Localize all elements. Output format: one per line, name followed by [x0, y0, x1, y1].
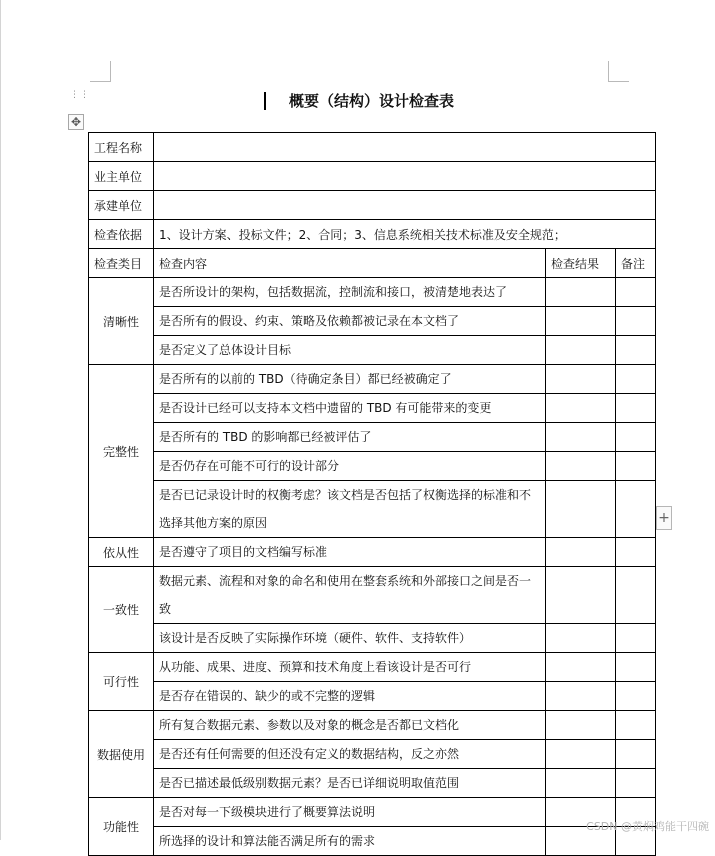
table-row: [89, 538, 656, 567]
remark-cell[interactable]: [616, 567, 656, 624]
remark-cell[interactable]: [616, 307, 656, 336]
check-item[interactable]: 数据元素、流程和对象的命名和使用在整套系统和外部接口之间是否一致: [154, 567, 546, 624]
header-value[interactable]: [154, 162, 656, 191]
category-cell[interactable]: 数据使用: [89, 711, 154, 798]
check-item[interactable]: 是否设计已经可以支持本文档中遗留的 TBD 有可能带来的变更: [154, 394, 546, 423]
check-item[interactable]: 是否定义了总体设计目标: [154, 336, 546, 365]
result-cell[interactable]: [546, 567, 616, 624]
table-row: [89, 567, 656, 624]
category-cell[interactable]: 清晰性: [89, 278, 154, 365]
table-row: [89, 394, 656, 423]
header-value[interactable]: [154, 191, 656, 220]
check-item[interactable]: 是否所设计的架构，包括数据流，控制流和接口，被清楚地表达了: [154, 278, 546, 307]
remark-cell[interactable]: [616, 769, 656, 798]
result-cell[interactable]: [546, 538, 616, 567]
table-row: [89, 278, 656, 307]
drag-handle-icon[interactable]: ⋮⋮: [70, 90, 90, 100]
category-cell[interactable]: 完整性: [89, 365, 154, 538]
remark-cell[interactable]: [616, 423, 656, 452]
remark-cell[interactable]: [616, 653, 656, 682]
result-cell[interactable]: [546, 307, 616, 336]
check-item[interactable]: 是否还有任何需要的但还没有定义的数据结构，反之亦然: [154, 740, 546, 769]
header-label[interactable]: 业主单位: [89, 162, 154, 191]
check-item[interactable]: 该设计是否反映了实际操作环境（硬件、软件、支持软件）: [154, 624, 546, 653]
check-item[interactable]: 是否所有的以前的 TBD（待确定条目）都已经被确定了: [154, 365, 546, 394]
table-row: [89, 682, 656, 711]
header-value[interactable]: 1、设计方案、投标文件；2、合同；3、信息系统相关技术标准及安全规范；: [154, 220, 656, 249]
check-item[interactable]: 是否仍存在可能不可行的设计部分: [154, 452, 546, 481]
table-row: [89, 769, 656, 798]
header-label[interactable]: 检查依据: [89, 220, 154, 249]
document-title[interactable]: 概要（结构）设计检查表: [288, 92, 454, 110]
table-row: [89, 711, 656, 740]
remark-cell[interactable]: [616, 538, 656, 567]
table-row: [89, 423, 656, 452]
table-row: [89, 624, 656, 653]
result-cell[interactable]: [546, 365, 616, 394]
check-item[interactable]: 是否对每一下级模块进行了概要算法说明: [154, 798, 546, 827]
remark-cell[interactable]: [616, 481, 656, 538]
add-column-icon[interactable]: +: [656, 506, 672, 530]
table-row: [89, 798, 656, 827]
page-margin-corner-top-right: [608, 61, 629, 82]
result-cell[interactable]: [546, 394, 616, 423]
table-row: [89, 336, 656, 365]
check-item[interactable]: 是否遵守了项目的文档编写标准: [154, 538, 546, 567]
remark-cell[interactable]: [616, 394, 656, 423]
category-cell[interactable]: 可行性: [89, 653, 154, 711]
category-cell[interactable]: 功能性: [89, 798, 154, 856]
remark-cell[interactable]: [616, 711, 656, 740]
table-move-icon[interactable]: ✥: [68, 114, 84, 130]
category-cell[interactable]: 依从性: [89, 538, 154, 567]
table-row: [89, 365, 656, 394]
table-row: [89, 827, 656, 856]
result-cell[interactable]: [546, 452, 616, 481]
table-row: [89, 452, 656, 481]
table-row: [89, 220, 656, 249]
header-value[interactable]: [154, 133, 656, 162]
column-header-category[interactable]: 检查类目: [89, 249, 154, 278]
column-header-result[interactable]: 检查结果: [546, 249, 616, 278]
result-cell[interactable]: [546, 653, 616, 682]
remark-cell[interactable]: [616, 278, 656, 307]
remark-cell[interactable]: [616, 452, 656, 481]
column-header-row: [89, 249, 656, 278]
table-row: [89, 307, 656, 336]
header-label[interactable]: 工程名称: [89, 133, 154, 162]
check-item[interactable]: 从功能、成果、进度、预算和技术角度上看该设计是否可行: [154, 653, 546, 682]
result-cell[interactable]: [546, 740, 616, 769]
table-row: [89, 191, 656, 220]
result-cell[interactable]: [546, 711, 616, 740]
column-header-content[interactable]: 检查内容: [154, 249, 546, 278]
result-cell[interactable]: [546, 278, 616, 307]
result-cell[interactable]: [546, 423, 616, 452]
header-label[interactable]: 承建单位: [89, 191, 154, 220]
check-item[interactable]: 是否所有的 TBD 的影响都已经被评估了: [154, 423, 546, 452]
table-row: [89, 740, 656, 769]
watermark: CSDN @黄焖鸡能干四碗: [586, 820, 709, 833]
remark-cell[interactable]: [616, 682, 656, 711]
column-header-remark[interactable]: 备注: [616, 249, 656, 278]
table-row: [89, 133, 656, 162]
table-row: [89, 162, 656, 191]
check-item[interactable]: 是否存在错误的、缺少的或不完整的逻辑: [154, 682, 546, 711]
remark-cell[interactable]: [616, 336, 656, 365]
table-row: [89, 481, 656, 538]
check-item[interactable]: 是否已描述最低级别数据元素？是否已详细说明取值范围: [154, 769, 546, 798]
result-cell[interactable]: [546, 481, 616, 538]
text-cursor: [264, 92, 266, 110]
result-cell[interactable]: [546, 336, 616, 365]
remark-cell[interactable]: [616, 624, 656, 653]
table-row: [89, 653, 656, 682]
check-item[interactable]: 所选择的设计和算法能否满足所有的需求: [154, 827, 546, 856]
remark-cell[interactable]: [616, 365, 656, 394]
design-check-table: [88, 132, 656, 856]
check-item[interactable]: 是否所有的假设、约束、策略及依赖都被记录在本文档了: [154, 307, 546, 336]
result-cell[interactable]: [546, 624, 616, 653]
check-item[interactable]: 是否已记录设计时的权衡考虑？该文档是否包括了权衡选择的标准和不选择其他方案的原因: [154, 481, 546, 538]
page-margin-corner-top-left: [90, 61, 111, 82]
page-left-border: [0, 0, 1, 840]
category-cell[interactable]: 一致性: [89, 567, 154, 653]
remark-cell[interactable]: [616, 740, 656, 769]
result-cell[interactable]: [546, 682, 616, 711]
result-cell[interactable]: [546, 769, 616, 798]
check-item[interactable]: 所有复合数据元素、参数以及对象的概念是否都已文档化: [154, 711, 546, 740]
